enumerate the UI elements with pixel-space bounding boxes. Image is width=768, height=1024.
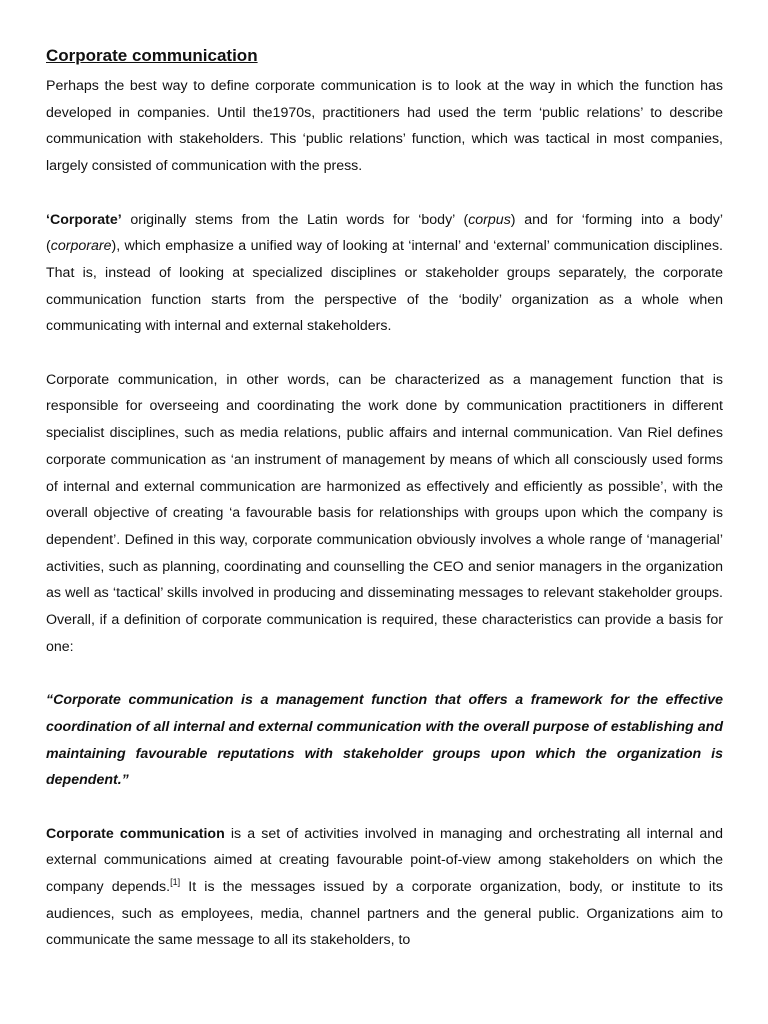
corporare-word: corporare (50, 238, 112, 255)
paragraph-activities (46, 821, 723, 955)
corpus-word: corpus (468, 211, 511, 228)
activities-text-b: It is the messages issued by a corporate organization, body, or institute to its audiences, such as employees, media, channel partners and the general public. Organizations aim to communicate the same message to all its stakeholders, to (46, 879, 723, 949)
corporate-term: ‘Corporate’ (46, 211, 122, 228)
etymology-text-b: ) and for ‘forming into a body’ ( (46, 211, 723, 255)
corporate-communication-term: Corporate communication (46, 825, 225, 842)
paragraph-management-function: Corporate communication, in other words, can be characterized as a management function that is responsible for overseeing and coordinating the work done by communication practitioners in different specialist disciplines, such as media relations, public affairs and internal communication. Van Riel defines corporate communication as ‘an instrument of management by means of which all consciously used forms of internal and external communication are harmonized as effectively and efficiently as possible’, with the overall objective of creating ‘a favourable basis for relationships with groups upon which the company is dependent’. Defined in this way, corporate communication obviously involves a whole range of ‘managerial’ activities, such as planning, coordinating and counselling the CEO and senior managers in the organization as well as ‘tactical’ skills involved in producing and disseminating messages to relevant stakeholder groups. Overall, if a definition of corporate communication is required, these characteristics can provide a basis for one: (46, 371, 723, 655)
paragraph-origins: Perhaps the best way to define corporate communication is to look at the way in which the function has developed in companies. Until the1970s, practitioners had used the term ‘public relations’ to describe communication with stakeholders. This ‘public relations’ function, which was tactical in most companies, largely consisted of communication with the press. (46, 78, 723, 175)
definition-quote: “Corporate communication is a management function that offers a framework for the effective coordination of all internal and external communication with the overall purpose of establishing and maintaining favourable reputations with stakeholder groups upon which the organization is dependent.” (46, 692, 723, 789)
activities-text-a: is a set of activities involved in managing and orchestrating all internal and external communications aimed at creating favourable point-of-view among stakeholders on which the company depends. (46, 825, 724, 896)
etymology-text-a: originally stems from the Latin words for ‘body’ ( (121, 211, 469, 228)
paragraph-etymology (46, 207, 723, 341)
document-title: Corporate communication (46, 46, 258, 65)
etymology-text-c: ), which emphasize a unified way of looking at ‘internal’ and ‘external’ communication disciplines. That is, instead of looking at specialized disciplines or stakeholder groups separately, the corporate communication function starts from the perspective of the ‘bodily’ organization as a whole when communicating with internal and external stakeholders. (46, 238, 723, 335)
citation-link[interactable]: [1] (170, 877, 181, 888)
